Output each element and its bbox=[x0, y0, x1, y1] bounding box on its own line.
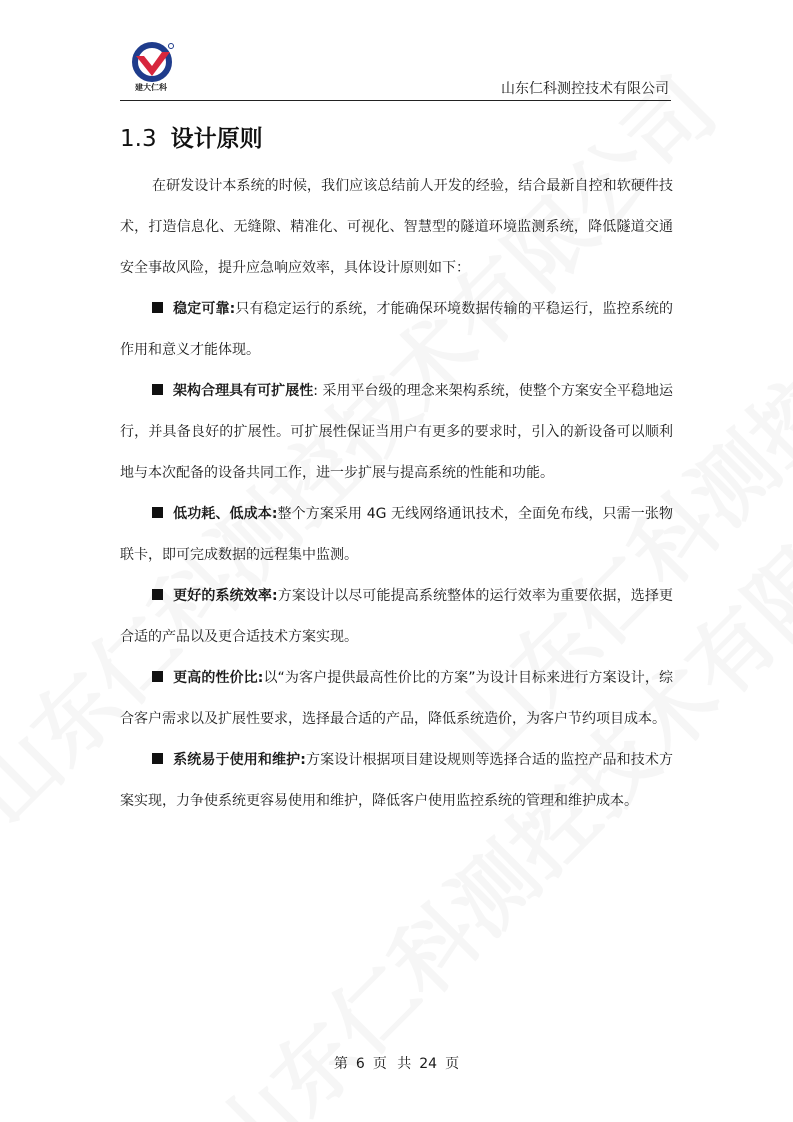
principle-term: 更高的性价比: bbox=[173, 670, 264, 686]
principle-item bbox=[120, 494, 673, 576]
principle-text: 只有稳定运行的系统，才能确保环境数据传输的平稳运行，监控系统的作用和意义才能体现。 bbox=[120, 301, 673, 358]
header-divider bbox=[120, 100, 671, 101]
page-footer bbox=[0, 1053, 793, 1073]
principle-text: 方案设计根据项目建设规则等选择合适的监控产品和技术方案实现，力争使系统更容易使用和维护，降低客户使用监控系统的管理和维护成本。 bbox=[120, 752, 673, 809]
bullet-square-icon bbox=[152, 753, 163, 764]
principle-item bbox=[120, 371, 673, 494]
section-number: 1.3 bbox=[120, 126, 157, 152]
principle-term: 稳定可靠: bbox=[173, 301, 236, 317]
principle-text: 方案设计以尽可能提高系统整体的运行效率为重要依据，选择更合适的产品以及更合适技术方案实现。 bbox=[120, 588, 673, 645]
bullet-square-icon bbox=[152, 302, 163, 313]
principle-item bbox=[120, 740, 673, 822]
principle-text: 整个方案采用 4G 无线网络通讯技术，全面免布线，只需一张物联卡，即可完成数据的远程集中监测。 bbox=[120, 506, 673, 563]
bullet-square-icon bbox=[152, 384, 163, 395]
principle-term: 架构合理具有可扩展性 bbox=[173, 383, 314, 399]
intro-paragraph: 在研发设计本系统的时候，我们应该总结前人开发的经验，结合最新自控和软硬件技术，打造信息化、无缝隙、精准化、可视化、智慧型的隧道环境监测系统，降低隧道交通安全事故风险，提升应急响应效率，具体设计原则如下： bbox=[120, 178, 673, 276]
principle-term: 更好的系统效率: bbox=[173, 588, 278, 604]
principle-term: 系统易于使用和维护: bbox=[173, 752, 306, 768]
bullet-square-icon bbox=[152, 671, 163, 682]
principle-term: 低功耗、低成本: bbox=[173, 506, 278, 522]
principle-item bbox=[120, 658, 673, 740]
page-mid: 页 共 bbox=[372, 1056, 412, 1072]
page-prefix: 第 bbox=[333, 1056, 348, 1072]
logo-caption: 建大仁科 bbox=[135, 83, 167, 92]
document-body bbox=[120, 166, 673, 822]
bullet-square-icon bbox=[152, 507, 163, 518]
company-name: 山东仁科测控技术有限公司 bbox=[501, 81, 669, 97]
principle-text: 以“为客户提供最高性价比的方案”为设计目标来进行方案设计，综合客户需求以及扩展性要求，选择最合适的产品，降低系统造价，为客户节约项目成本。 bbox=[120, 670, 673, 727]
section-heading bbox=[120, 120, 263, 153]
principle-text: : 采用平台级的理念来架构系统，使整个方案安全平稳地运行，并具备良好的扩展性。可扩展性保证当用户有更多的要求时，引入的新设备可以顺利地与本次配备的设备共同工作，进一步扩展与提高系统的性能和功能。 bbox=[120, 383, 674, 481]
total-pages: 24 bbox=[419, 1056, 438, 1072]
page-number: 6 bbox=[355, 1056, 365, 1072]
bullet-square-icon bbox=[152, 589, 163, 600]
page-suffix: 页 bbox=[445, 1056, 460, 1072]
principle-item bbox=[120, 576, 673, 658]
section-title: 设计原则 bbox=[170, 126, 263, 152]
principle-item bbox=[120, 289, 673, 371]
